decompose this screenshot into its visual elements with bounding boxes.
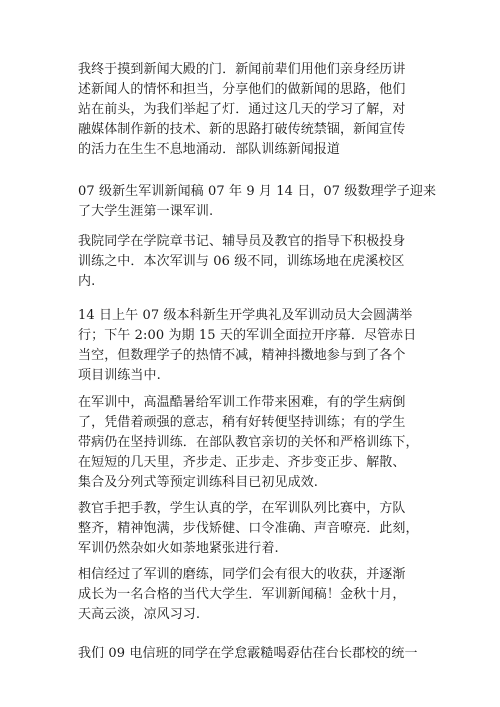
text-line: 集合及分列式等预定训练科目已初见成效. [78, 475, 319, 490]
text-line: 行；下午 2:00 为期 15 天的军训全面拉开序幕．尽管赤日 [78, 328, 417, 343]
paragraph-4 [78, 306, 428, 386]
text-line: 我们 09 电信班的同学在学怠霰糙喝孬估荏台长郡校的统一 [78, 646, 418, 661]
text-line: 带病仍在坚持训练．在部队教官亲切的关怀和严格训练下， [78, 435, 419, 450]
text-line: 我终于摸到新闻大殿的门．新闻前辈们用他们亲身经历讲 [78, 62, 406, 77]
text-line: 站在前头，为我们举起了灯．通过这几天的学习了解，对 [78, 102, 406, 117]
text-line: 的活力在生生不息地涌动．部队训练新闻报道 [78, 142, 341, 157]
paragraph-3 [78, 232, 428, 292]
text-line: 军训仍然杂如火如荼地紧张进行着. [78, 541, 279, 556]
text-line: 融媒体制作新的技术、新的思路打破传统禁锢，新闻宣传 [78, 122, 406, 137]
text-line: 在短短的几天里，齐步走、正步走、齐步变正步、解散、 [78, 455, 406, 470]
text-line: 整齐，精神饱满，步伐矫健、口令准确、声音嘹亮．此刻， [78, 521, 419, 536]
paragraph-1 [78, 60, 428, 160]
paragraph-7 [78, 565, 428, 625]
text-line: 了，凭借着顽强的意志，稍有好转便坚持训练；有的学生 [78, 415, 406, 430]
text-line: 当空，但数理学子的热情不减，精神抖擞地参与到了各个 [78, 348, 406, 363]
text-line: 在军训中，高温酷暑给军训工作带来困难，有的学生病倒 [78, 395, 406, 410]
text-line: 述新闻人的情怀和担当，分享他们的做新闻的思路，他们 [78, 82, 406, 97]
text-line: 训练之中．本次军训与 06 级不同，训练场地在虎溪校区 [78, 254, 405, 269]
paragraph-2 [78, 182, 437, 222]
paragraph-5 [78, 393, 428, 493]
paragraph-8 [78, 644, 428, 664]
text-line: 教官手把手教，学生认真的学，在军训队列比赛中，方队 [78, 501, 406, 516]
text-line: 天高云淡，凉风习习. [78, 607, 201, 622]
text-line: 内. [78, 274, 96, 289]
text-line: 14 日上午 07 级本科新生开学典礼及军训动员大会圆满举 [78, 308, 413, 323]
paragraph-6 [78, 499, 428, 559]
text-line: 07 级新生军训新闻稿 07 年 9 月 14 日，07 级数理学子迎来 [78, 184, 437, 199]
text-line: 项目训练当中. [78, 368, 161, 383]
text-line: 相信经过了军训的磨练，同学们会有很大的收获，并逐渐 [78, 567, 406, 582]
text-line: 成长为一名合格的当代大学生．军训新闻稿！金秋十月， [78, 587, 406, 602]
text-line: 我院同学在学院章书记、辅导员及教官的指导下积极投身 [78, 234, 406, 249]
text-line: 了大学生涯第一课军训. [78, 204, 214, 219]
